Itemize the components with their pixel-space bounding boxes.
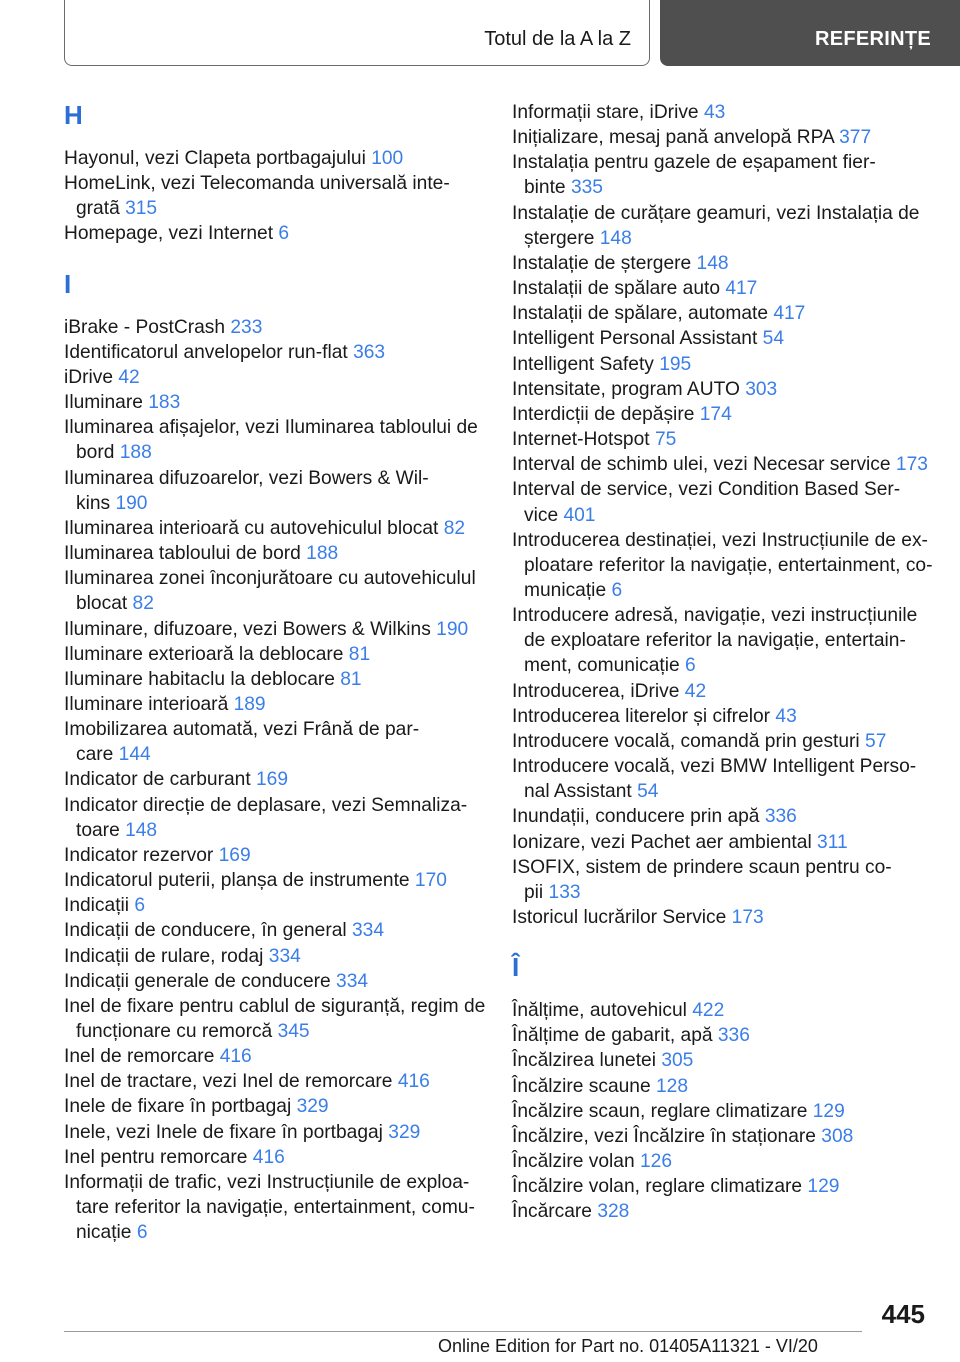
index-entry	[64, 415, 484, 465]
footer-divider	[64, 1331, 862, 1332]
index-entry	[64, 146, 484, 171]
page-number: 445	[881, 1299, 925, 1329]
index-letter-heading: H	[64, 100, 83, 130]
index-entry	[512, 855, 932, 905]
page-reference-link[interactable]: 6	[685, 655, 696, 677]
index-entry	[512, 603, 932, 678]
index-entry	[512, 276, 932, 301]
entry-term-continued: bord	[76, 442, 115, 464]
page-reference-link[interactable]: 54	[762, 328, 785, 350]
entry-term-continued: vice	[524, 504, 559, 526]
entry-term: Înălțime de gabarit, apă	[512, 1025, 713, 1047]
entry-term: Iluminarea afișajelor, vezi Iluminarea tabloului de	[64, 417, 478, 439]
index-entry	[512, 1023, 932, 1048]
index-entry	[512, 1124, 932, 1149]
entry-term: Introducere adresă, navigație, vezi instrucțiunile	[512, 605, 918, 627]
entry-term-continued: ploatare referitor la navigație, entertainment, co‐	[524, 554, 933, 576]
entry-term: HomeLink, vezi Telecomanda universală inte‐	[64, 173, 450, 195]
index-entry	[64, 692, 484, 717]
entry-term: Iluminare	[64, 392, 143, 414]
page-reference-link[interactable]: 195	[659, 353, 692, 375]
entry-term: Indicator rezervor	[64, 844, 214, 866]
page-reference-link[interactable]: 169	[256, 769, 289, 791]
page-reference-link[interactable]: 336	[764, 806, 797, 828]
page-reference-link[interactable]: 81	[340, 668, 362, 690]
page-reference-link[interactable]: 100	[371, 148, 404, 169]
chapter-tab-label: REFERINȚE	[815, 28, 932, 50]
entry-term: Încălzire volan	[512, 1151, 635, 1173]
entry-term: ISOFIX, sistem de prindere scaun pentru co‐	[512, 856, 892, 878]
page-reference-link[interactable]: 335	[570, 177, 603, 199]
index-entry	[512, 1149, 932, 1174]
page-reference-link[interactable]: 401	[563, 504, 596, 526]
page-reference-link[interactable]: 315	[125, 198, 158, 220]
entry-term: Inel pentru remorcare	[64, 1146, 248, 1168]
entry-term: Hayonul, vezi Clapeta portbagajului	[64, 148, 366, 169]
entry-term: Indicații de conducere, în general	[64, 920, 347, 942]
entry-term: Iluminarea tabloului de bord	[64, 543, 301, 565]
entry-term-continued: ment, comunicație	[524, 655, 680, 677]
entry-term: Imobilizarea automată, vezi Frână de par‐	[64, 719, 420, 741]
index-entry	[512, 377, 932, 402]
page-reference-link[interactable]: 6	[611, 579, 623, 601]
index-entry	[512, 905, 932, 930]
page-reference-link[interactable]: 57	[865, 730, 887, 752]
index-entry	[512, 477, 932, 527]
entry-term: Instalație de ștergere	[512, 252, 692, 274]
page-reference-link[interactable]: 334	[268, 945, 301, 967]
entry-term: Identificatorul anvelopelor run-flat	[64, 341, 348, 363]
index-entry	[64, 1145, 484, 1170]
page-reference-link[interactable]: 303	[745, 378, 778, 400]
entry-term: Înălțime, autovehicul	[512, 1000, 687, 1022]
index-entry	[512, 804, 932, 829]
entry-term: Iluminarea zonei înconjurătoare cu autovehiculul	[64, 568, 476, 590]
entry-term: Încărcare	[512, 1201, 592, 1223]
entry-term: Intelligent Personal Assistant	[512, 328, 758, 350]
entry-term: Introducerea destinației, vezi Instrucțiunile de ex‐	[512, 529, 928, 551]
page-reference-link[interactable]: 336	[717, 1025, 750, 1047]
page-reference-link[interactable]: 82	[132, 593, 154, 615]
page-reference-link[interactable]: 233	[230, 316, 263, 338]
entry-term: Încălzire volan, reglare climatizare	[512, 1176, 803, 1198]
entry-term: Instalații de spălare, automate	[512, 303, 768, 325]
page-reference-link[interactable]: 174	[699, 403, 732, 425]
entry-term: Inele, vezi Inele de fixare în portbagaj	[64, 1121, 383, 1143]
index-entry	[512, 251, 932, 276]
entry-term-continued: tare referitor la navigație, entertainment, comu‐	[76, 1197, 475, 1219]
entry-term: Ionizare, vezi Pachet aer ambiental	[512, 831, 812, 853]
page-reference-link[interactable]: 128	[656, 1075, 689, 1097]
page-reference-link[interactable]: 82	[443, 517, 466, 539]
index-entry	[64, 994, 484, 1044]
index-entry	[64, 944, 484, 969]
entry-term-continued: kins	[76, 492, 111, 514]
index-entry	[64, 566, 484, 616]
index-entry	[512, 1174, 932, 1199]
index-entry	[512, 1099, 932, 1124]
entry-term: Introducere vocală, vezi BMW Intelligent Perso‐	[512, 756, 917, 778]
index-entry	[512, 1074, 932, 1099]
section-title: Totul de la A la Z	[484, 28, 631, 50]
entry-term: Iluminarea difuzoarelor, vezi Bowers & Wil‐	[64, 467, 429, 489]
entry-term: Încălzire scaun, reglare climatizare	[512, 1100, 808, 1122]
entry-term: Indicații generale de conducere	[64, 970, 331, 992]
entry-term: Inel de remorcare	[64, 1046, 215, 1068]
index-entry	[64, 390, 484, 415]
index-entry	[64, 315, 484, 340]
entry-term: Informații stare, iDrive	[512, 102, 699, 123]
page-reference-link[interactable]: 190	[115, 492, 148, 514]
index-entry	[64, 667, 484, 692]
page-reference-link[interactable]: 422	[692, 1000, 725, 1022]
entry-term: Inel de fixare pentru cablul de siguranță, regim de	[64, 995, 486, 1017]
page-reference-link[interactable]: 129	[807, 1176, 840, 1198]
index-entry	[64, 541, 484, 566]
page-reference-link[interactable]: 133	[548, 881, 581, 903]
entry-term: Homepage, vezi Internet	[64, 223, 274, 245]
entry-term: iDrive	[64, 366, 114, 388]
index-entry	[64, 918, 484, 943]
entry-term: Instalații de spălare auto	[512, 278, 720, 300]
page-reference-link[interactable]: 42	[118, 366, 140, 388]
page-reference-link[interactable]: 363	[353, 341, 386, 363]
entry-term: Iluminare, difuzoare, vezi Bowers & Wilkins	[64, 618, 431, 640]
index-column-left	[64, 100, 484, 1245]
index-column-right	[512, 100, 932, 1225]
entry-term: Introducerea literelor și cifrelor	[512, 705, 771, 727]
index-entry	[64, 1170, 484, 1245]
index-entry	[512, 201, 932, 251]
entry-term: Încălzire, vezi Încălzire în staționare	[512, 1125, 816, 1147]
index-entry	[64, 868, 484, 893]
page-reference-link[interactable]: 189	[233, 693, 266, 715]
index-entry	[512, 729, 932, 754]
page-reference-link[interactable]: 75	[654, 429, 677, 451]
page-reference-link[interactable]: 417	[725, 278, 758, 300]
page-reference-link[interactable]: 6	[278, 223, 290, 245]
page-reference-link[interactable]: 81	[348, 643, 371, 665]
index-letter-heading: I	[64, 268, 72, 299]
index-entry	[64, 893, 484, 918]
page-reference-link[interactable]: 169	[218, 844, 251, 866]
entry-term: Indicații	[64, 895, 130, 917]
entry-term-continued: funcționare cu remorcă	[76, 1021, 273, 1042]
entry-term-continued: toare	[76, 819, 120, 841]
entry-term: Inele de fixare în portbagaj	[64, 1096, 292, 1118]
page-reference-link[interactable]: 43	[775, 705, 797, 727]
index-entry	[512, 352, 932, 377]
page-reference-link[interactable]: 126	[640, 1151, 673, 1173]
entry-term-continued: care	[76, 744, 114, 766]
entry-term: Internet-Hotspot	[512, 429, 650, 451]
index-entry	[512, 704, 932, 729]
page-header	[0, 0, 960, 66]
page-reference-link[interactable]: 148	[696, 252, 729, 274]
entry-term: Indicatorul puterii, planșa de instrumente	[64, 870, 410, 892]
index-letter-heading: Î	[512, 952, 520, 983]
page-reference-link[interactable]: 416	[397, 1071, 430, 1093]
page-reference-link[interactable]: 43	[703, 102, 726, 123]
page-reference-link[interactable]: 183	[148, 392, 181, 414]
entry-term: Introducerea, iDrive	[512, 680, 680, 702]
page-reference-link[interactable]: 144	[118, 744, 151, 766]
page-reference-link[interactable]: 311	[817, 831, 848, 853]
entry-term: Indicații de rulare, rodaj	[64, 945, 264, 967]
page-reference-link[interactable]: 173	[895, 454, 928, 476]
entry-term-continued: pii	[524, 881, 544, 903]
entry-term-continued: municație	[524, 579, 607, 601]
entry-term: Intelligent Safety	[512, 353, 654, 375]
entry-term: Iluminarea interioară cu autovehiculul blocat	[64, 517, 439, 539]
index-entry	[512, 679, 932, 704]
entry-term: iBrake - PostCrash	[64, 316, 226, 338]
index-entry	[64, 340, 484, 365]
entry-term: Instalația pentru gazele de eșapament fier‐	[512, 152, 876, 174]
page-reference-link[interactable]: 148	[125, 819, 158, 841]
heading-spacer	[512, 982, 932, 998]
entry-term-continued: ștergere	[524, 227, 595, 249]
page-reference-link[interactable]: 334	[336, 970, 369, 992]
entry-term-continued: binte	[524, 177, 566, 199]
entry-term: Interval de service, vezi Condition Based Ser‐	[512, 479, 901, 501]
index-entry	[512, 301, 932, 326]
entry-term: Informații de trafic, vezi Instrucțiunile de exploa‐	[64, 1171, 470, 1193]
index-entry	[512, 100, 932, 125]
index-entry	[512, 427, 932, 452]
entry-term: Inițializare, mesaj pană anvelopă RPA	[512, 127, 834, 149]
index-entry	[512, 998, 932, 1023]
page-reference-link[interactable]: 173	[731, 907, 764, 928]
index-entry	[512, 830, 932, 855]
entry-term-continued: nicație	[76, 1222, 132, 1244]
page-reference-link[interactable]: 328	[597, 1201, 630, 1223]
index-entry	[64, 365, 484, 390]
heading-spacer	[64, 299, 484, 315]
index-entry	[64, 171, 484, 221]
entry-term: Încălzire scaune	[512, 1075, 651, 1097]
section-spacer	[512, 930, 932, 952]
index-entry	[512, 125, 932, 150]
entry-term: Istoricul lucrărilor Service	[512, 907, 727, 928]
entry-term: Încălzirea lunetei	[512, 1050, 656, 1072]
page-reference-link[interactable]: 188	[119, 442, 152, 464]
index-entry	[512, 1048, 932, 1073]
page-reference-link[interactable]: 6	[136, 1222, 148, 1244]
page-reference-link[interactable]: 334	[352, 920, 385, 942]
index-entry	[64, 516, 484, 541]
entry-term: Iluminare exterioară la deblocare	[64, 643, 344, 665]
chapter-tab	[660, 0, 960, 66]
index-entry	[64, 843, 484, 868]
index-entry	[512, 402, 932, 427]
index-entry	[64, 1094, 484, 1119]
index-entry	[64, 1120, 484, 1145]
entry-term-continued: blocat	[76, 593, 128, 615]
page-reference-link[interactable]: 170	[414, 870, 447, 892]
page-reference-link[interactable]: 345	[277, 1021, 310, 1042]
entry-term: Inel de tractare, vezi Inel de remorcare	[64, 1071, 393, 1093]
page-reference-link[interactable]: 42	[684, 680, 707, 702]
entry-term: Inundații, conducere prin apă	[512, 806, 760, 828]
index-entry	[64, 617, 484, 642]
entry-term: Iluminare interioară	[64, 693, 229, 715]
entry-term-continued: gratã	[76, 198, 120, 220]
index-entry	[512, 754, 932, 804]
index-entry	[64, 1069, 484, 1094]
entry-term: Introducere vocală, comandă prin gesturi	[512, 730, 860, 752]
page-reference-link[interactable]: 417	[773, 303, 806, 325]
entry-term: Interdicții de depășire	[512, 403, 695, 425]
index-entry	[64, 793, 484, 843]
page-reference-link[interactable]: 188	[306, 543, 339, 565]
footer-edition: Online Edition for Part no. 01405A11321 - VI/20	[438, 1336, 818, 1356]
entry-term-continued: de exploatare referitor la navigație, entertain‐	[524, 630, 906, 652]
entry-term: Iluminare habitaclu la deblocare	[64, 668, 335, 690]
page-reference-link[interactable]: 6	[134, 895, 146, 917]
page-reference-link[interactable]: 329	[388, 1121, 421, 1143]
section-title-box	[64, 0, 650, 66]
index-entry	[64, 969, 484, 994]
page-reference-link[interactable]: 129	[812, 1100, 845, 1122]
entry-term: Indicator de carburant	[64, 769, 251, 791]
page-reference-link[interactable]: 416	[252, 1146, 285, 1168]
index-entry	[512, 452, 932, 477]
entry-term-continued: nal Assistant	[524, 781, 632, 803]
index-entry	[64, 221, 484, 246]
index-entry	[64, 767, 484, 792]
index-entry	[64, 717, 484, 767]
page-reference-link[interactable]: 329	[296, 1096, 329, 1118]
index-entry	[512, 150, 932, 200]
page-reference-link[interactable]: 190	[436, 618, 469, 640]
index-entry	[512, 326, 932, 351]
index-entry	[512, 1199, 932, 1224]
page-reference-link[interactable]: 148	[599, 227, 632, 249]
page-reference-link[interactable]: 54	[637, 781, 659, 803]
index-entry	[64, 642, 484, 667]
page-reference-link[interactable]: 308	[821, 1125, 854, 1147]
entry-term: Interval de schimb ulei, vezi Necesar service	[512, 454, 891, 476]
page-reference-link[interactable]: 416	[219, 1046, 252, 1068]
page-reference-link[interactable]: 377	[839, 127, 872, 149]
entry-term: Intensitate, program AUTO	[512, 378, 740, 400]
entry-term: Indicator direcție de deplasare, vezi Semnaliza‐	[64, 794, 468, 816]
entry-term: Instalație de curățare geamuri, vezi Instalația de	[512, 202, 920, 224]
page-reference-link[interactable]: 305	[661, 1050, 694, 1072]
index-entry	[64, 466, 484, 516]
section-spacer	[64, 247, 484, 269]
index-entry	[512, 528, 932, 603]
heading-spacer	[64, 130, 484, 146]
index-entry	[64, 1044, 484, 1069]
